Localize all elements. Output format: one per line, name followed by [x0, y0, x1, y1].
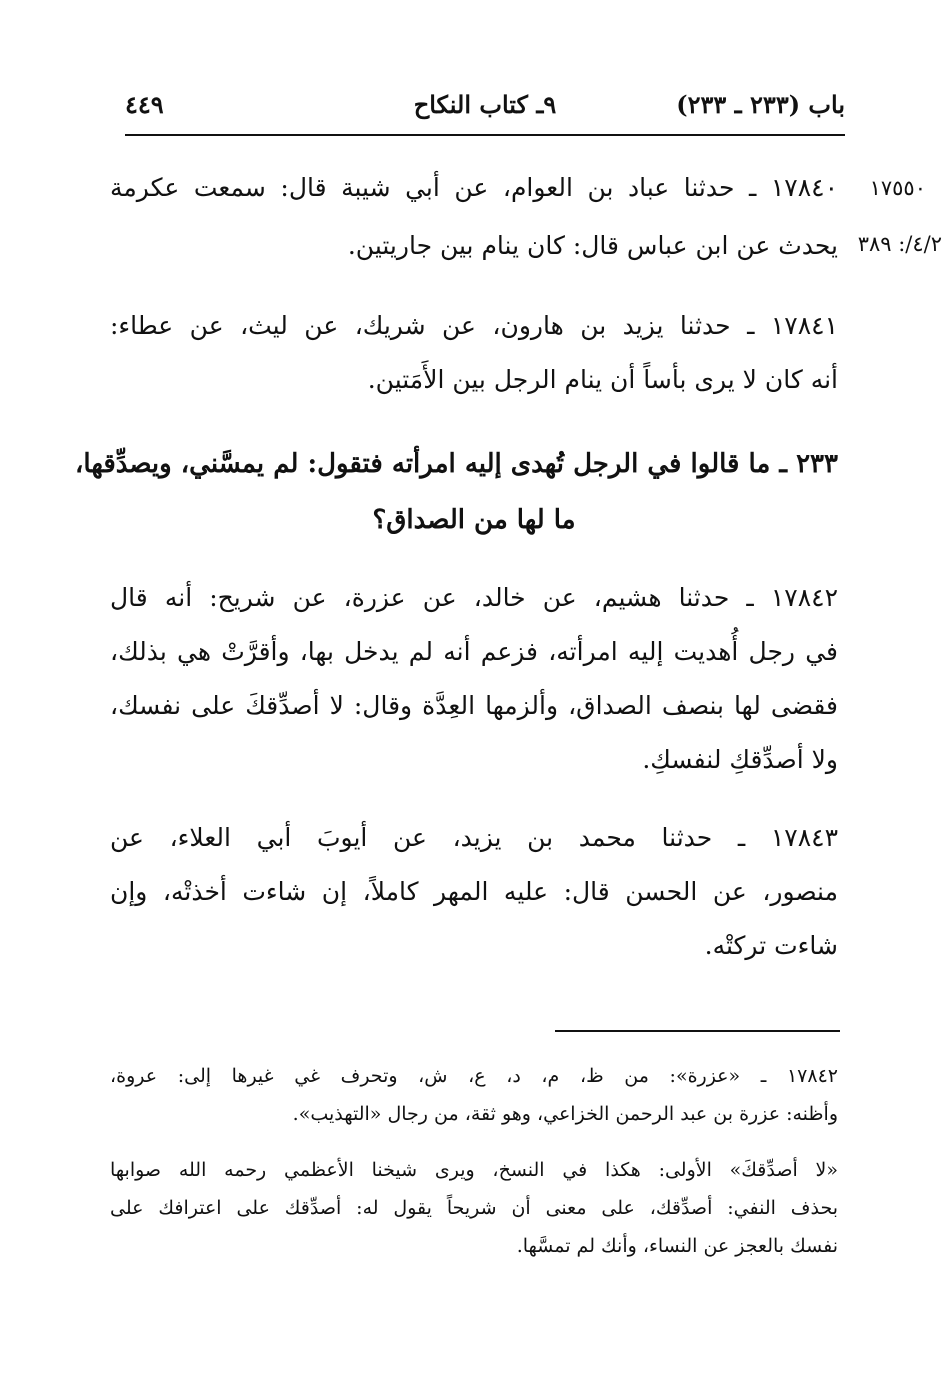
hadith-17840-line-1: ١٧٨٤٠ ـ حدثنا عباد بن العوام، عن أبي شيبة قال: سمعت عكرمة: [110, 173, 838, 202]
section-heading-line-1: ٢٣٣ ـ ما قالوا في الرجل تُهدى إليه امرأته فتقول: لم يمسَّني، ويصدِّقها،: [75, 449, 838, 479]
hadith-17842-line-1: ١٧٨٤٢ ـ حدثنا هشيم، عن خالد، عن عزرة، عن شريح: أنه قال: [110, 583, 838, 612]
footnote-rule: [555, 1030, 840, 1032]
footnote-line-1: ١٧٨٤٢ ـ «عزرة»: من ظ، م، د، ع، ش، وتحرف غي غيرها إلى: عروة،: [110, 1065, 838, 1087]
hadith-17843-line-2: منصور، عن الحسن قال: عليه المهر كاملاً، إن شاءت أخذتْه، وإن: [110, 877, 838, 906]
margin-reference-1: ١٧٥٥٠: [869, 176, 926, 200]
hadith-17842-line-3: فقضى لها بنصف الصداق، وألزمها العِدَّة وقال: لا أصدِّقكَ على نفسك،: [110, 691, 838, 720]
hadith-17841-line-1: ١٧٨٤١ ـ حدثنا يزيد بن هارون، عن شريك، عن ليث، عن عطاء:: [110, 311, 838, 340]
footnote-line-4: بحذف النفي: أصدِّقك، على معنى أن شريحاً يقول له: أصدِّقك على اعترافك على: [110, 1197, 838, 1219]
hadith-17842-line-4: ولا أصدِّقكِ لنفسكِ.: [642, 745, 838, 774]
margin-reference-2: ٤/٢/: ٣٨٩: [857, 232, 942, 256]
section-heading-line-2: ما لها من الصداق؟: [372, 505, 576, 535]
footnote-line-2: وأظنه: عزرة بن عبد الرحمن الخزاعي، وهو ثقة، من رجال «التهذيب».: [292, 1103, 838, 1125]
hadith-17842-line-2: في رجل أُهديت إليه امرأته، فزعم أنه لم يدخل بها، وأقرَّتْ هي بذلك،: [110, 637, 838, 666]
footnote-line-5: نفسك بالعجز عن النساء، وأنك لم تمسَّها.: [516, 1235, 838, 1257]
page-number: ٤٤٩: [125, 90, 164, 119]
hadith-17840-line-2: يحدث عن ابن عباس قال: كان ينام بين جاريتين.: [347, 231, 838, 260]
hadith-17843-line-3: شاءت تركتْه.: [704, 931, 838, 960]
running-header: [125, 84, 845, 124]
book-title: ٩ـ كتاب النكاح: [413, 90, 557, 119]
chapter-reference: باب (٢٣٣ ـ ٢٣٣): [676, 90, 845, 119]
hadith-17841-line-2: أنه كان لا يرى بأساً أن ينام الرجل بين الأَمَتين.: [367, 365, 838, 394]
footnote-line-3: «لا أصدِّقكَ» الأولى: هكذا في النسخ، ويرى شيخنا الأعظمي رحمه الله صوابها: [110, 1159, 838, 1181]
hadith-17843-line-1: ١٧٨٤٣ ـ حدثنا محمد بن يزيد، عن أيوبَ أبي العلاء، عن: [110, 823, 838, 852]
header-rule: [125, 134, 845, 136]
